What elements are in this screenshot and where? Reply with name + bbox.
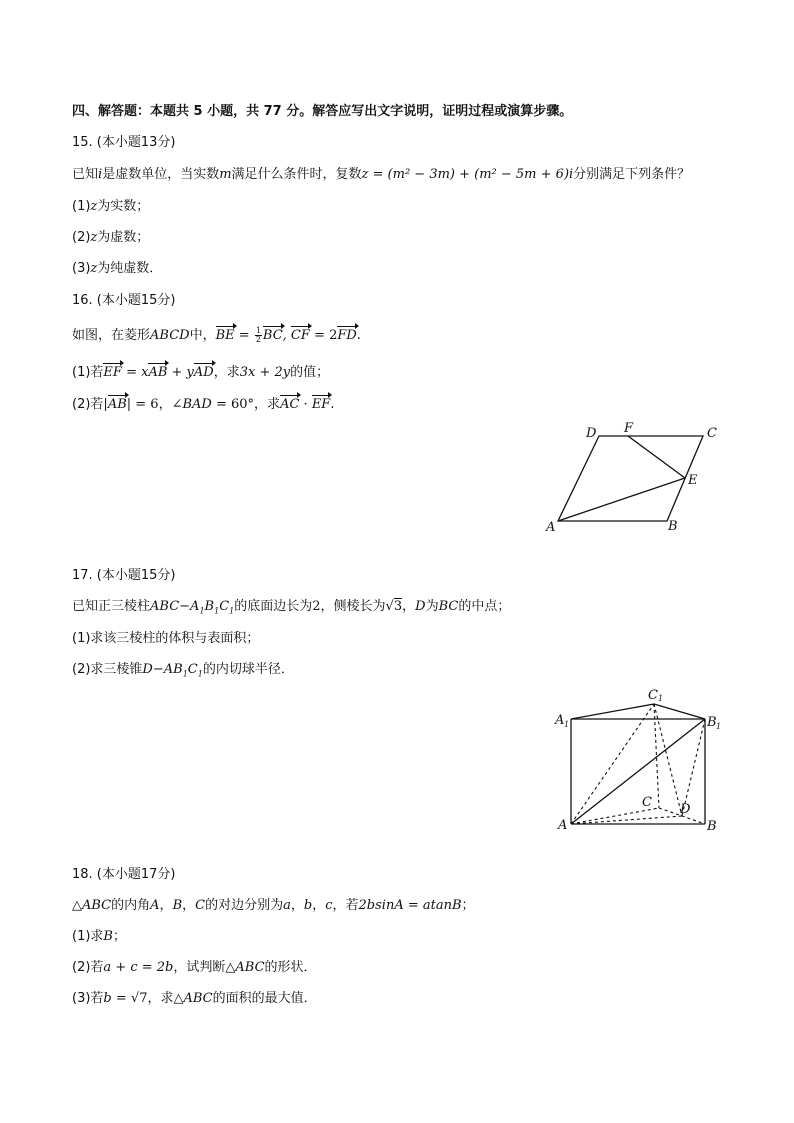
q18-part-3: (3)若b = √7，求△ABC的面积的最大值． (72, 991, 317, 1006)
label-A1: A (555, 713, 565, 728)
complex-formula: z = (m² − 3m) + (m² − 5m + 6)i (361, 167, 574, 182)
label-B: B (707, 819, 717, 834)
label-B1: B (707, 715, 717, 730)
q17-prism-figure (550, 682, 730, 834)
q18-part-2: (2)若a + c = 2b，试判断△ABC的形状． (72, 960, 317, 975)
segment-FE (628, 436, 685, 478)
svg-text:1: 1 (564, 720, 570, 729)
q18-header: 18. (本小题17分) (72, 867, 176, 882)
svg-text:1: 1 (716, 722, 722, 731)
q16-header: 16. (本小题15分) (72, 293, 176, 308)
label-C: C (642, 795, 652, 810)
svg-text:1: 1 (658, 694, 664, 703)
segment-AE (558, 478, 685, 521)
q17-part-1: (1)求该三棱柱的体积与表面积； (72, 631, 260, 646)
q18-stem: △ABC的内角A，B，C的对边分别为a，b，c，若2bsinA = atanB； (72, 898, 475, 913)
q16-part-2: (2)若|AB| = 6，∠BAD = 60°，求AC · EF. (72, 397, 335, 412)
q16-part-1: (1)若EF = xAB + yAD，求3x + 2y的值； (72, 365, 330, 380)
text: 是虚数单位，当实数 (102, 167, 220, 182)
q15-header: 15. (本小题13分) (72, 135, 176, 150)
q15-part-1: (1)z为实数； (72, 199, 150, 214)
text: 分别满足下列条件？ (573, 167, 691, 182)
q15-part-2: (2)z为虚数； (72, 230, 150, 245)
label-A: A (546, 520, 556, 535)
label-A: A (558, 818, 568, 833)
q15-stem (72, 166, 690, 184)
label-B: B (668, 519, 678, 534)
label-D: D (586, 426, 597, 441)
rhombus-outline (558, 436, 703, 521)
q18-part-1: (1)求B； (72, 929, 126, 944)
q16-stem: 如图，在菱形ABCD中，BE = $\frac{1}{2}$ BC, CF = 2FD. (72, 326, 361, 344)
label-C: C (707, 426, 717, 441)
label-D: D (680, 802, 691, 817)
q15-part-3: (3)z为纯虚数． (72, 261, 163, 276)
q17-header: 17. (本小题15分) (72, 568, 176, 583)
text: 已知 (72, 167, 99, 182)
label-F: F (624, 421, 634, 436)
q17-part-2: (2)求三棱锥$D-AB_1C_1$的内切球半径． (72, 662, 294, 679)
var-i: i (98, 167, 103, 182)
section-title: 四、解答题：本题共 5 小题，共 77 分。解答应写出文字说明，证明过程或演算步骤。 (72, 104, 573, 119)
q17-stem: 已知正三棱柱$ABC-A_1B_1C_1$的底面边长为2，侧棱长为√3，D为BC的中点； (72, 599, 511, 616)
label-E: E (688, 473, 698, 488)
text: 满足什么条件时，复数 (231, 167, 362, 182)
var-m: m (219, 167, 232, 182)
label-C1: C (648, 688, 658, 703)
q16-rhombus-figure (540, 418, 730, 538)
